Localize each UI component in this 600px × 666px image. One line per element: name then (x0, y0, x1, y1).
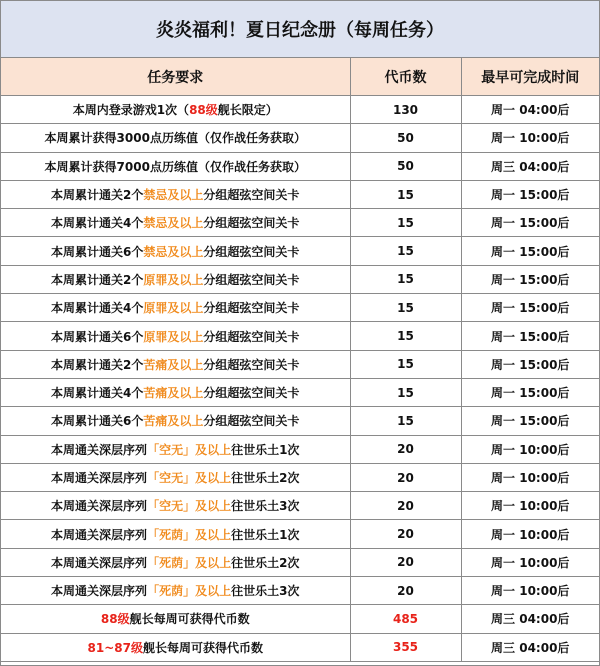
task-cell (1, 237, 350, 265)
task-text: 本周累计通关4个 (51, 216, 144, 231)
task-text: 本周累计获得3000点历练值（仅作战任务获取） (44, 131, 306, 146)
time-cell: 周一 15:00后 (461, 294, 599, 322)
table-row (1, 605, 599, 633)
coins-cell: 15 (350, 378, 461, 406)
task-text: 舰长每周可获得代币数 (129, 612, 250, 627)
time-cell: 周一 15:00后 (461, 322, 599, 350)
task-cell (1, 378, 350, 406)
task-text: 禁忌及以上 (143, 216, 204, 231)
time-cell: 周一 10:00后 (461, 124, 599, 152)
task-text: 本周通关深层序列 (51, 584, 148, 599)
task-cell (1, 520, 350, 548)
task-text: 「空无」及以上 (147, 471, 232, 485)
task-text: 原罪及以上 (143, 272, 204, 287)
task-text: 分组超弦空间关卡 (203, 244, 300, 259)
task-text: 本周累计通关2个 (51, 188, 144, 203)
task-cell (1, 492, 350, 520)
task-text: 本周累计通关2个 (51, 272, 144, 287)
table-row (1, 265, 599, 293)
task-text: 分组超弦空间关卡 (203, 329, 300, 344)
task-cell (1, 463, 350, 491)
time-cell: 周一 15:00后 (461, 209, 599, 237)
task-text: 本周通关深层序列 (51, 499, 148, 514)
task-text: 本周累计获得7000点历练值（仅作战任务获取） (44, 159, 306, 174)
task-text: 往世乐土1次 (231, 442, 300, 457)
task-cell (1, 435, 350, 463)
task-text: 本周累计通关2个 (51, 357, 144, 372)
coins-cell: 15 (350, 350, 461, 378)
coins-cell: 20 (350, 520, 461, 548)
task-text: 「死荫」及以上 (147, 527, 232, 542)
task-text: 88级 (189, 103, 218, 118)
coins-cell: 20 (350, 435, 461, 463)
task-cell (1, 577, 350, 605)
task-cell (1, 294, 350, 322)
task-text: 分组超弦空间关卡 (203, 357, 300, 372)
task-text: 分组超弦空间关卡 (203, 414, 300, 429)
table-row (1, 350, 599, 378)
task-text: 「空无」及以上 (147, 442, 232, 457)
time-cell: 周一 15:00后 (461, 378, 599, 406)
task-cell (1, 350, 350, 378)
task-text: 往世乐土2次 (231, 555, 300, 570)
coins-cell: 15 (350, 407, 461, 435)
time-cell: 周一 15:00后 (461, 265, 599, 293)
coins-cell: 15 (350, 237, 461, 265)
time-cell: 周一 15:00后 (461, 407, 599, 435)
task-text: 往世乐土1次 (231, 527, 300, 542)
table-row (1, 520, 599, 548)
task-cell (1, 152, 350, 180)
coins-cell: 15 (350, 322, 461, 350)
time-cell: 周一 15:00后 (461, 180, 599, 208)
time-cell: 周一 10:00后 (461, 548, 599, 576)
task-text: 本周通关深层序列 (51, 471, 148, 485)
coins-cell: 20 (350, 577, 461, 605)
task-text: 苦痛及以上 (143, 357, 204, 372)
coins-cell: 50 (350, 124, 461, 152)
time-cell: 周三 04:00后 (461, 152, 599, 180)
task-text: 本周累计通关4个 (51, 301, 144, 316)
time-cell: 周一 10:00后 (461, 435, 599, 463)
task-text: 本周累计通关6个 (51, 414, 144, 429)
coins-cell: 15 (350, 209, 461, 237)
time-cell: 周一 15:00后 (461, 237, 599, 265)
time-cell: 周一 15:00后 (461, 350, 599, 378)
time-cell: 周一 10:00后 (461, 492, 599, 520)
task-text: 往世乐土3次 (231, 584, 300, 599)
task-rows (1, 96, 599, 662)
task-cell (1, 633, 350, 661)
task-cell (1, 322, 350, 350)
table-row (1, 577, 599, 605)
task-text: 往世乐土2次 (231, 471, 300, 485)
task-text: 分组超弦空间关卡 (203, 301, 300, 316)
coins-cell: 15 (350, 294, 461, 322)
coins-cell: 15 (350, 265, 461, 293)
task-text: 本周累计通关4个 (51, 386, 144, 401)
task-text: 分组超弦空间关卡 (203, 216, 300, 231)
task-text: 分组超弦空间关卡 (203, 272, 300, 287)
header-task: 任务要求 (1, 58, 350, 96)
task-text: 81~87级 (87, 640, 143, 655)
task-text: 本周通关深层序列 (51, 442, 148, 457)
table-row (1, 237, 599, 265)
task-text: 本周通关深层序列 (51, 527, 148, 542)
coins-cell: 20 (350, 463, 461, 491)
coins-cell: 485 (350, 605, 461, 633)
table-row (1, 322, 599, 350)
task-cell (1, 265, 350, 293)
time-cell: 周一 10:00后 (461, 463, 599, 491)
task-cell (1, 124, 350, 152)
task-text: 舰长每周可获得代币数 (142, 640, 263, 655)
header-row (1, 58, 599, 96)
header-time: 最早可完成时间 (461, 58, 599, 96)
task-text: 苦痛及以上 (143, 386, 204, 401)
table-row (1, 407, 599, 435)
task-text: 「死荫」及以上 (147, 555, 232, 570)
task-text: 分组超弦空间关卡 (203, 188, 300, 203)
table-row (1, 209, 599, 237)
coins-cell: 130 (350, 96, 461, 124)
time-cell: 周三 04:00后 (461, 605, 599, 633)
time-cell: 周一 04:00后 (461, 96, 599, 124)
time-cell: 周一 10:00后 (461, 577, 599, 605)
table-row (1, 152, 599, 180)
task-text: 禁忌及以上 (143, 244, 204, 259)
task-text: 本周通关深层序列 (51, 555, 148, 570)
task-cell (1, 180, 350, 208)
task-text: 本周内登录游戏1次（ (72, 103, 190, 118)
table-row (1, 548, 599, 576)
table-row (1, 378, 599, 406)
table-row (1, 435, 599, 463)
table-row (1, 124, 599, 152)
coins-cell: 50 (350, 152, 461, 180)
coins-cell: 355 (350, 633, 461, 661)
task-cell (1, 407, 350, 435)
task-text: 「死荫」及以上 (147, 584, 232, 599)
task-text: 本周累计通关6个 (51, 329, 144, 344)
table-row (1, 294, 599, 322)
task-cell (1, 96, 350, 124)
table-row (1, 96, 599, 124)
task-text: 舰长限定） (217, 103, 278, 118)
task-cell (1, 548, 350, 576)
table-row (1, 492, 599, 520)
table-row (1, 180, 599, 208)
task-text: 分组超弦空间关卡 (203, 386, 300, 401)
time-cell: 周三 04:00后 (461, 633, 599, 661)
task-text: 苦痛及以上 (143, 414, 204, 429)
coins-cell: 20 (350, 548, 461, 576)
table-row (1, 633, 599, 661)
task-text: 往世乐土3次 (231, 499, 300, 514)
page-title: 炎炎福利！夏日纪念册（每周任务） (1, 1, 599, 58)
task-text: 原罪及以上 (143, 301, 204, 316)
task-cell (1, 209, 350, 237)
task-cell (1, 605, 350, 633)
table-row (1, 463, 599, 491)
coins-cell: 20 (350, 492, 461, 520)
time-cell: 周一 10:00后 (461, 520, 599, 548)
header-coins: 代币数 (350, 58, 461, 96)
task-text: 「空无」及以上 (147, 499, 232, 514)
coins-cell: 15 (350, 180, 461, 208)
task-text: 88级 (100, 612, 130, 627)
task-text: 原罪及以上 (143, 329, 204, 344)
task-text: 禁忌及以上 (143, 188, 204, 203)
task-table (1, 58, 599, 662)
task-text: 本周累计通关6个 (51, 244, 144, 259)
